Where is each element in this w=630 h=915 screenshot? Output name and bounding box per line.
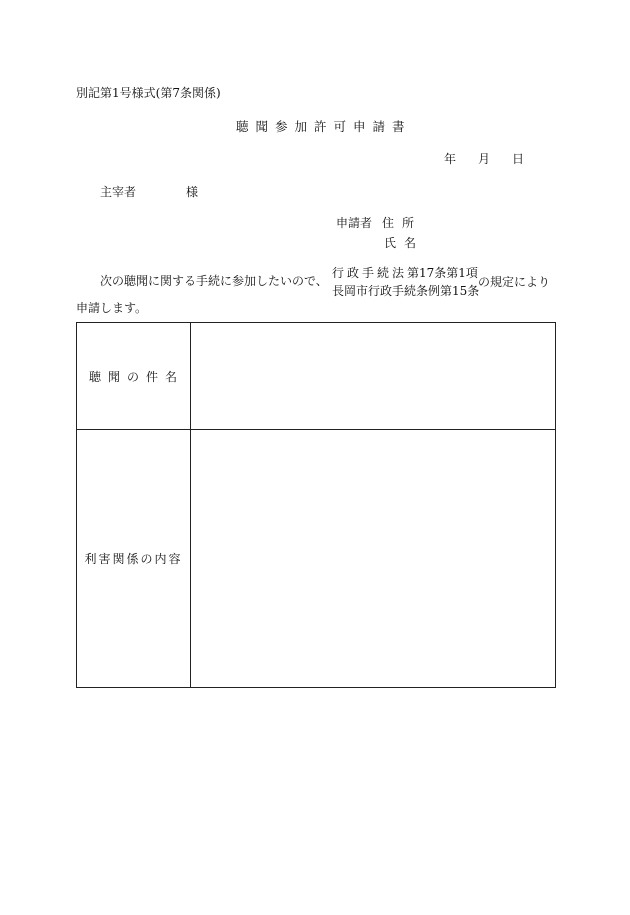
table-row-interest-details <box>77 430 555 687</box>
application-table <box>76 322 556 688</box>
applicant-label: 申請者 <box>336 216 373 230</box>
law-option-1 <box>332 264 478 281</box>
applicant-address-line <box>336 214 422 231</box>
form-number: 別記第1号様式(第7条関係) <box>76 86 221 100</box>
interest-details-label: 利害関係の内容 <box>77 430 191 687</box>
address-label: 住所 <box>382 216 423 230</box>
hearing-subject-field[interactable] <box>191 323 555 429</box>
law-option-2: 長岡市行政手続条例第15条 <box>332 284 480 298</box>
date-line <box>444 150 524 167</box>
statement-continuation: 申請します。 <box>76 301 148 315</box>
day-label: 日 <box>512 152 525 166</box>
document-title: 聴聞参加許可申請書 <box>236 119 412 134</box>
statement-tail: の規定により <box>478 275 551 289</box>
statement-lead: 次の聴聞に関する手続に参加したいので、 <box>100 274 328 288</box>
interest-details-field[interactable] <box>191 430 555 687</box>
applicant-name-label: 氏名 <box>384 236 425 250</box>
table-row-hearing-subject <box>77 323 555 430</box>
year-label: 年 <box>444 152 457 166</box>
law-option-1-article: 第17条第1項 <box>407 266 478 280</box>
organizer-honorific: 様 <box>186 185 199 199</box>
organizer-line <box>100 183 198 200</box>
month-label: 月 <box>478 152 491 166</box>
organizer-label: 主宰者 <box>100 185 137 199</box>
hearing-subject-label: 聴聞の件名 <box>77 323 191 429</box>
law-option-1-name: 行政手続法 <box>332 266 408 280</box>
